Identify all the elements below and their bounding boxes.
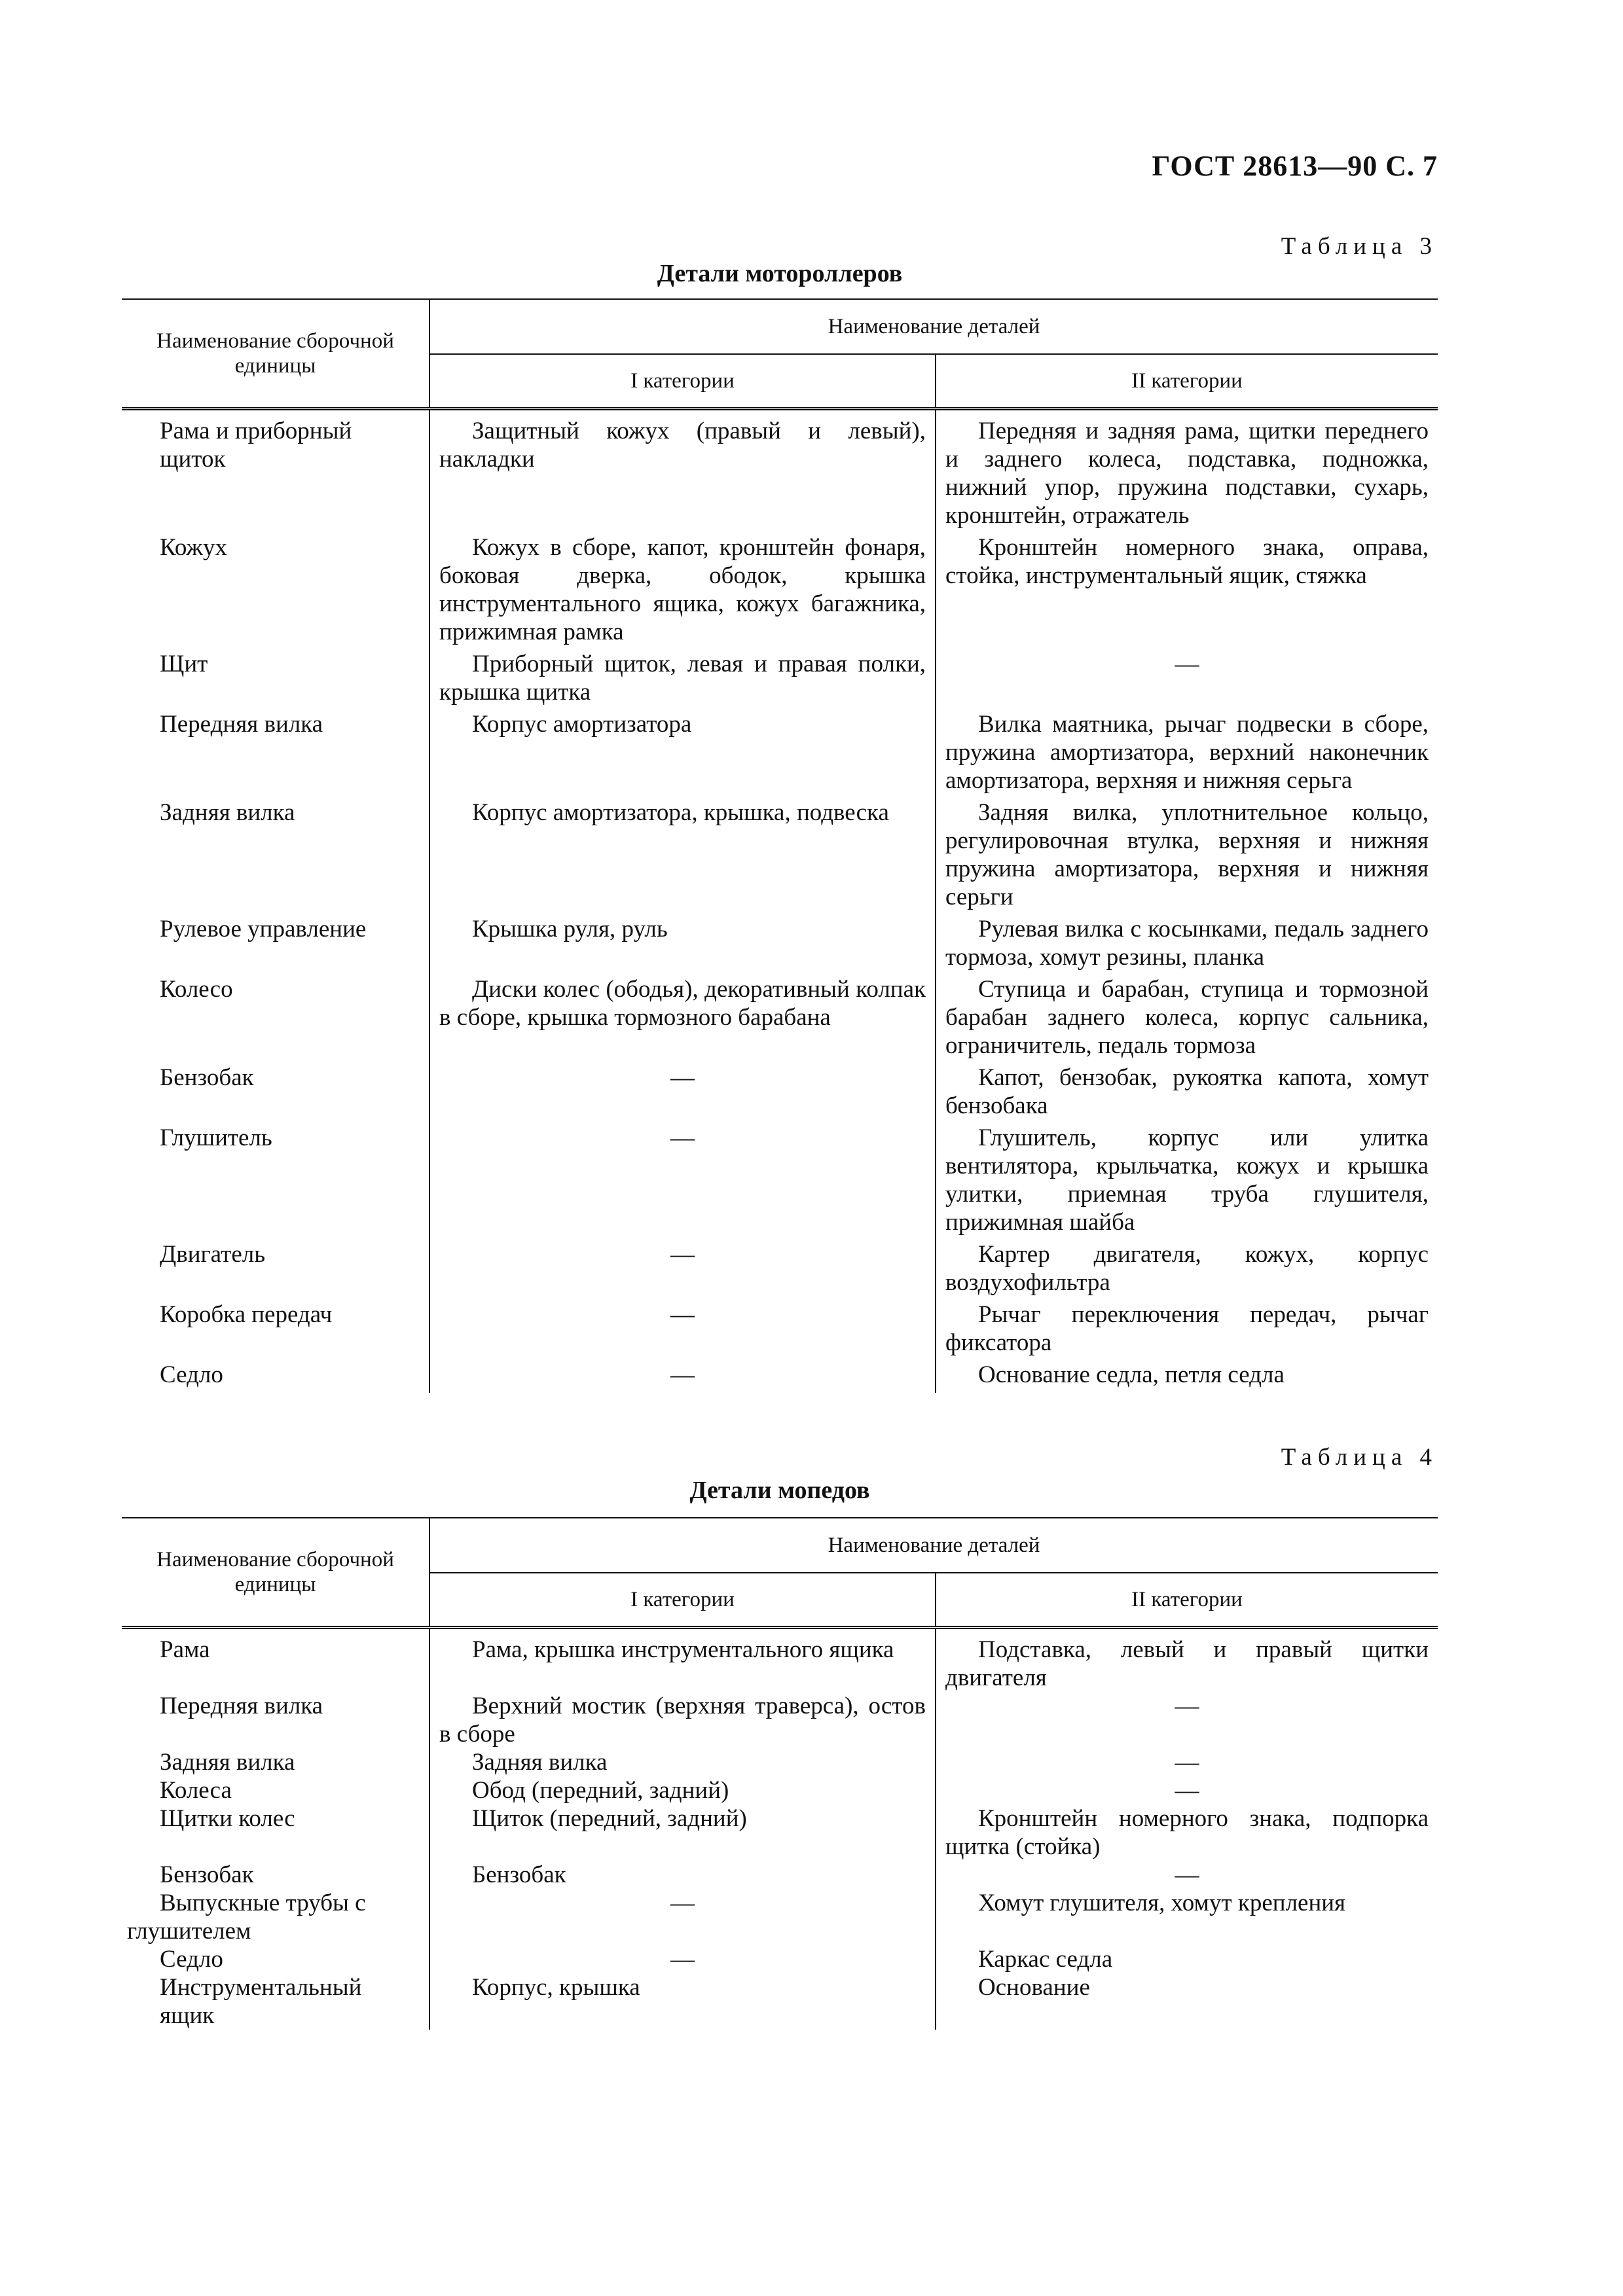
cat1-parts: Щиток (передний, задний) xyxy=(472,1805,747,1832)
table-row xyxy=(122,650,1438,710)
cat2-parts: Ступица и барабан, ступица и тормозной барабан заднего колеса, корпус сальника, ограничитель, педаль тормоза xyxy=(945,976,1429,1059)
cell-unit xyxy=(122,1776,429,1804)
table3-header-cat2: II категории xyxy=(936,354,1438,409)
unit-name: Щит xyxy=(160,651,208,677)
cat2-parts: Глушитель, корпус или улитка вентилятора, крыльчатка, кожух и крышка улитки, приемная труба глушителя, прижимная шайба xyxy=(945,1124,1429,1236)
cat2-parts: Передняя и задняя рама, щитки переднего и заднего колеса, подставка, подножка, нижний упор, пружина подставки, сухарь, кронштейн, отражатель xyxy=(945,418,1429,529)
cell-cat1 xyxy=(429,1889,936,1945)
cell-cat2 xyxy=(936,915,1438,975)
cat2-parts: Кронштейн номерного знака, оправа, стойка, инструментальный ящик, стяжка xyxy=(945,534,1429,589)
cat1-parts: Приборный щиток, левая и правая полки, крышка щитка xyxy=(439,651,926,706)
cell-cat1 xyxy=(429,1300,936,1361)
cell-cat2 xyxy=(936,1748,1438,1776)
cell-unit xyxy=(122,1945,429,1973)
table3 xyxy=(122,298,1438,1393)
cell-unit xyxy=(122,650,429,710)
table-row xyxy=(122,798,1438,915)
unit-name: Задняя вилка xyxy=(160,799,295,826)
table3-label: Таблица 3 xyxy=(1281,233,1438,260)
cat2-parts: Картер двигателя, кожух, корпус воздухофильтра xyxy=(945,1241,1429,1296)
cat1-parts: — xyxy=(670,1124,695,1151)
cell-unit xyxy=(122,1628,429,1693)
table-row xyxy=(122,1240,1438,1300)
table3-header-unit: Наименование сборочной единицы xyxy=(122,299,429,409)
cat1-parts: Верхний мостик (верхняя траверса), остов в сборе xyxy=(439,1693,926,1748)
cell-cat2 xyxy=(936,710,1438,798)
cell-cat1 xyxy=(429,650,936,710)
cat1-parts: Крышка руля, руль xyxy=(472,916,668,942)
cat2-parts: Основание седла, петля седла xyxy=(978,1361,1285,1388)
cell-cat1 xyxy=(429,1361,936,1393)
table-row xyxy=(122,1692,1438,1748)
cell-cat2 xyxy=(936,1973,1438,2030)
table4 xyxy=(122,1517,1438,2030)
cat1-parts: Защитный кожух (правый и левый), накладки xyxy=(439,418,926,473)
table-row xyxy=(122,1973,1438,2030)
cat1-parts: — xyxy=(670,1064,695,1091)
cell-cat1 xyxy=(429,1064,936,1124)
unit-name: Рама и приборный щиток xyxy=(160,418,352,473)
cell-unit xyxy=(122,1240,429,1300)
cell-cat2 xyxy=(936,1776,1438,1804)
cat1-parts: — xyxy=(670,1301,695,1328)
cell-unit xyxy=(122,1124,429,1240)
cell-unit xyxy=(122,1748,429,1776)
cat2-parts: Рычаг переключения передач, рычаг фиксатора xyxy=(945,1301,1429,1356)
table-row xyxy=(122,1776,1438,1804)
cell-cat2 xyxy=(936,1240,1438,1300)
cat2-parts: — xyxy=(1175,1861,1199,1888)
cat1-parts: Корпус, крышка xyxy=(472,1974,640,2001)
cell-cat1 xyxy=(429,1804,936,1861)
cell-cat1 xyxy=(429,798,936,915)
cell-cat1 xyxy=(429,1861,936,1889)
cat2-parts: Подставка, левый и правый щитки двигателя xyxy=(945,1636,1429,1691)
cell-cat1 xyxy=(429,1945,936,1973)
table4-label: Таблица 4 xyxy=(1281,1444,1438,1471)
cat2-parts: Вилка маятника, рычаг подвески в сборе, пружина амортизатора, верхний наконечник амортизатора, верхняя и нижняя серьга xyxy=(945,711,1429,794)
cell-cat1 xyxy=(429,1240,936,1300)
table4-title: Детали мопедов xyxy=(689,1477,870,1504)
table3-title: Детали мотороллеров xyxy=(657,260,903,287)
cell-cat2 xyxy=(936,1861,1438,1889)
cell-cat1 xyxy=(429,710,936,798)
cat2-parts: Рулевая вилка с косынками, педаль заднего тормоза, хомут резины, планка xyxy=(945,916,1429,971)
table-row xyxy=(122,975,1438,1064)
cell-cat1 xyxy=(429,533,936,650)
cat1-parts: Кожух в сборе, капот, кронштейн фонаря, боковая дверка, ободок, крышка инструментального ящика, кожух багажника, прижимная рамка xyxy=(439,534,926,645)
cell-cat2 xyxy=(936,1064,1438,1124)
cell-cat2 xyxy=(936,975,1438,1064)
unit-name: Выпускные трубы с глушителем xyxy=(127,1890,366,1945)
unit-name: Колесо xyxy=(160,976,233,1003)
cell-cat2 xyxy=(936,1692,1438,1748)
cat1-parts: Обод (передний, задний) xyxy=(472,1777,729,1804)
cat2-parts: Каркас седла xyxy=(978,1946,1113,1973)
cell-unit xyxy=(122,798,429,915)
cell-cat1 xyxy=(429,1628,936,1693)
cell-unit xyxy=(122,915,429,975)
cat2-parts: — xyxy=(1175,1693,1199,1719)
cat1-parts: — xyxy=(670,1890,695,1916)
cell-unit xyxy=(122,1804,429,1861)
unit-name: Рама xyxy=(160,1636,210,1663)
cell-cat2 xyxy=(936,1628,1438,1693)
cell-unit xyxy=(122,533,429,650)
unit-name: Передняя вилка xyxy=(160,1693,323,1719)
document-header: ГОСТ 28613—90 С. 7 xyxy=(1152,150,1438,182)
table-row xyxy=(122,533,1438,650)
cell-cat2 xyxy=(936,1889,1438,1945)
cat1-parts: Диски колес (ободья), декоративный колпак в сборе, крышка тормозного барабана xyxy=(439,976,926,1031)
table4-body xyxy=(122,1628,1438,2030)
table4-header-unit: Наименование сборочной единицы xyxy=(122,1518,429,1628)
cat2-parts: — xyxy=(1175,1749,1199,1776)
unit-name: Инструментальный ящик xyxy=(160,1974,362,2029)
cat1-parts: — xyxy=(670,1241,695,1268)
table-row xyxy=(122,915,1438,975)
table-row xyxy=(122,1124,1438,1240)
cell-cat1 xyxy=(429,409,936,534)
table-row xyxy=(122,1748,1438,1776)
table3-header-parts: Наименование деталей xyxy=(828,315,1040,338)
cell-cat1 xyxy=(429,1748,936,1776)
cat1-parts: — xyxy=(670,1946,695,1973)
cell-cat2 xyxy=(936,650,1438,710)
cell-unit xyxy=(122,1361,429,1393)
cell-unit xyxy=(122,1973,429,2030)
cell-unit xyxy=(122,975,429,1064)
unit-name: Коробка передач xyxy=(160,1301,333,1328)
cell-cat1 xyxy=(429,1692,936,1748)
table-row xyxy=(122,1361,1438,1393)
cat1-parts: Задняя вилка xyxy=(472,1749,608,1776)
cell-cat2 xyxy=(936,1300,1438,1361)
cell-cat2 xyxy=(936,409,1438,534)
cell-cat2 xyxy=(936,1945,1438,1973)
table4-header-cat1: I категории xyxy=(429,1573,936,1628)
cat2-parts: Капот, бензобак, рукоятка капота, хомут бензобака xyxy=(945,1064,1429,1119)
table3-header-cat1: I категории xyxy=(429,354,936,409)
unit-name: Двигатель xyxy=(160,1241,266,1268)
cell-unit xyxy=(122,1692,429,1748)
unit-name: Бензобак xyxy=(160,1064,254,1091)
unit-name: Щитки колес xyxy=(160,1805,295,1832)
cell-cat1 xyxy=(429,975,936,1064)
table-row xyxy=(122,1804,1438,1861)
cat1-parts: — xyxy=(670,1361,695,1388)
cat1-parts: Бензобак xyxy=(472,1861,566,1888)
table-row xyxy=(122,710,1438,798)
unit-name: Колеса xyxy=(160,1777,232,1804)
cat1-parts: Корпус амортизатора xyxy=(472,711,692,738)
cell-cat1 xyxy=(429,1124,936,1240)
cell-unit xyxy=(122,710,429,798)
cell-unit xyxy=(122,1064,429,1124)
table-row xyxy=(122,1628,1438,1693)
table-row xyxy=(122,1889,1438,1945)
unit-name: Кожух xyxy=(160,534,227,561)
cat1-parts: Корпус амортизатора, крышка, подвеска xyxy=(472,799,889,826)
cat2-parts: Задняя вилка, уплотнительное кольцо, регулировочная втулка, верхняя и нижняя пружина амортизатора, верхняя и нижняя серьги xyxy=(945,799,1429,910)
cat2-parts: Основание xyxy=(978,1974,1090,2001)
unit-name: Задняя вилка xyxy=(160,1749,295,1776)
cell-cat2 xyxy=(936,1361,1438,1393)
cat2-parts: Кронштейн номерного знака, подпорка щитка (стойка) xyxy=(945,1805,1429,1860)
cell-unit xyxy=(122,1300,429,1361)
cell-cat1 xyxy=(429,915,936,975)
unit-name: Бензобак xyxy=(160,1861,254,1888)
cell-unit xyxy=(122,409,429,534)
table-row xyxy=(122,1861,1438,1889)
cat2-parts: — xyxy=(1175,651,1199,677)
table4-header-parts: Наименование деталей xyxy=(828,1534,1040,1557)
cell-cat2 xyxy=(936,798,1438,915)
cell-cat2 xyxy=(936,533,1438,650)
unit-name: Рулевое управление xyxy=(160,916,367,942)
cell-cat1 xyxy=(429,1776,936,1804)
unit-name: Передняя вилка xyxy=(160,711,323,738)
cat2-parts: — xyxy=(1175,1777,1199,1804)
cell-unit xyxy=(122,1861,429,1889)
cat1-parts: Рама, крышка инструментального ящика xyxy=(472,1636,894,1663)
table3-body xyxy=(122,409,1438,1393)
cell-cat1 xyxy=(429,1973,936,2030)
cell-unit xyxy=(122,1889,429,1945)
cell-cat2 xyxy=(936,1124,1438,1240)
unit-name: Седло xyxy=(160,1946,223,1973)
table4-header-cat2: II категории xyxy=(936,1573,1438,1628)
unit-name: Глушитель xyxy=(160,1124,272,1151)
table-row xyxy=(122,1300,1438,1361)
cell-cat2 xyxy=(936,1804,1438,1861)
cat2-parts: Хомут глушителя, хомут крепления xyxy=(978,1890,1346,1916)
unit-name: Седло xyxy=(160,1361,223,1388)
table-row xyxy=(122,1945,1438,1973)
table-row xyxy=(122,409,1438,534)
table-row xyxy=(122,1064,1438,1124)
